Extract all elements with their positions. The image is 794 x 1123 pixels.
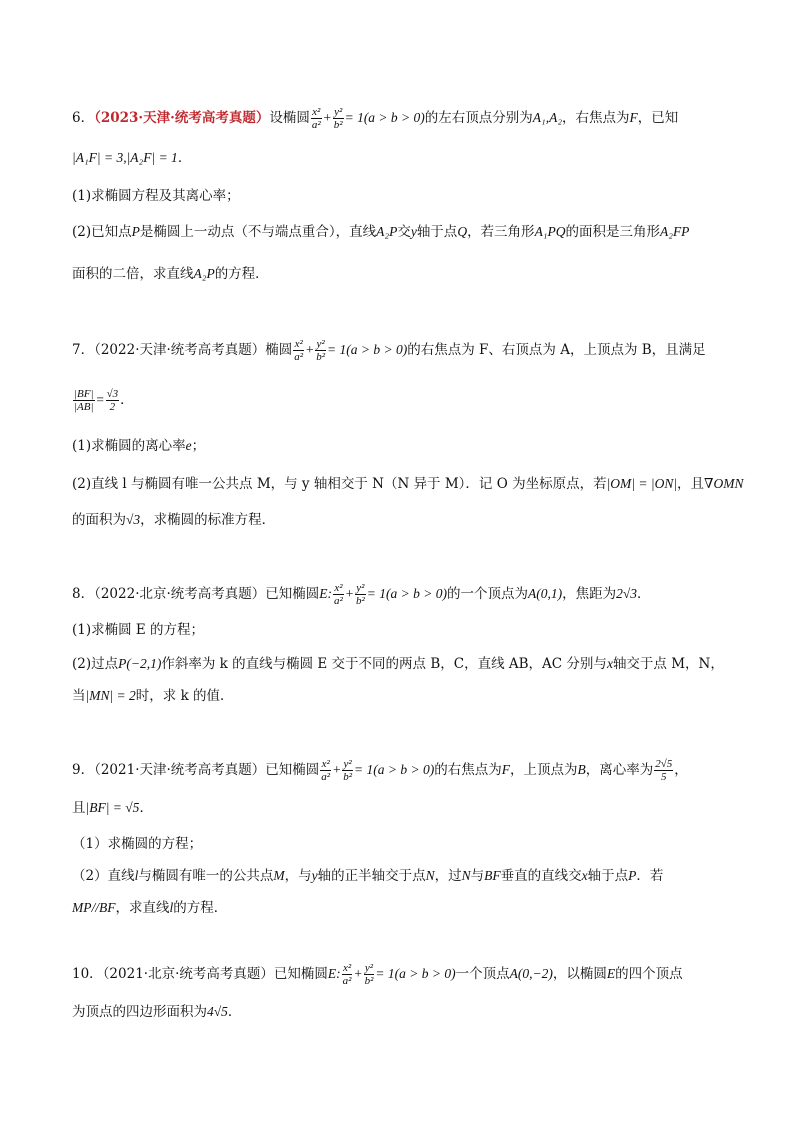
fraction-eccentricity: $\frac{2√5}{5}$ [655, 758, 673, 783]
fraction-x2-a2: $\frac{\text{x²}}{\text{a²}}$ [294, 338, 304, 363]
stem-text: 设椭圆 [269, 110, 310, 126]
fraction-y2-b2: $\frac{\text{y²}}{\text{b²}}$ [316, 338, 326, 363]
problem-6-stem: 6．（2023·天津·统考高考真题）设椭圆 $\frac{\text{x²}}{\text{a²}}$ + $\frac{\text{y²}}{\text{b²}}$ = 1(a > b > 0)的左右顶点分别为A₁,A₂，右焦点为F，已知 [72, 106, 679, 131]
problem-9-part2-cont: MP//BF，求直线l的方程． [72, 900, 228, 916]
problem-10-stem: 10．（2021·北京·统考高考真题）已知椭圆E: $\frac{\text{x²}}{\text{a²}}$ + $\frac{\text{y²}}{\text{b²}}$ = 1(a > b > 0)一个顶点A(0,−2)，以椭圆E的四个顶点 [72, 962, 683, 987]
problem-8-part2: (2)过点P(−2,1)作斜率为 k 的直线与椭圆 E 交于不同的两点 B，C，直线 AB，AC 分别与x轴交于点 M，N， [72, 656, 724, 672]
problem-source: （2022·天津·统考高考真题） [94, 342, 266, 358]
problem-7-stem: 7．（2022·天津·统考高考真题）椭圆 $\frac{\text{x²}}{\text{a²}}$ + $\frac{\text{y²}}{\text{b²}}$ = 1(a > b > 0)的右焦点为 F、右顶点为 A，上顶点为 B，且满足 [72, 338, 706, 363]
equation-condition: = 1(a > b > 0) [344, 110, 425, 125]
problem-number: 7． [72, 342, 95, 358]
vertices: A₁,A₂ [532, 110, 563, 125]
fraction-x2-a2: $\frac{\text{x²}}{\text{a²}}$ [321, 758, 331, 783]
problem-10-cont: 为顶点的四边形面积为4√5． [72, 1004, 242, 1020]
fraction-x2-a2: $\frac{\text{x²}}{\text{a²}}$ [334, 582, 343, 607]
problem-8-part2-cont: 当|MN| = 2时，求 k 的值． [72, 688, 234, 704]
problem-7-part2-cont: 的面积为√3，求椭圆的标准方程． [72, 512, 276, 528]
problem-6-part2-cont: 面积的二倍，求直线A₂P的方程． [72, 266, 269, 282]
problem-number: 6． [72, 110, 95, 126]
problem-7-ratio: $\frac{|BF|}{|AB|}$ = $\frac{√3}{2}$ ． [74, 388, 134, 413]
problem-6-part1: (1)求椭圆方程及其离心率； [72, 188, 240, 204]
problem-7-part2: (2)直线 l 与椭圆有唯一公共点 M，与 y 轴相交于 N（N 异于 M）．记 O 为坐标原点，若|OM| = |ON|，且∇OMN [72, 476, 744, 492]
problem-number: 8． [72, 586, 95, 602]
problem-8-stem: 8．（2022·北京·统考高考真题）已知椭圆E: $\frac{\text{x²}}{\text{a²}}$ + $\frac{\text{y²}}{\text{b²}}$ = 1(a > b > 0)的一个顶点为A(0,1)，焦距为2√3． [72, 582, 651, 607]
problem-9-part1: （1）求椭圆的方程； [72, 836, 203, 852]
problem-7-part1: (1)求椭圆的离心率e； [72, 438, 206, 454]
problem-9-stem: 9．（2021·天津·统考高考真题）已知椭圆 $\frac{\text{x²}}{\text{a²}}$ + $\frac{\text{y²}}{\text{b²}}$ = 1(a > b > 0)的右焦点为F，上顶点为B，离心率为 $\frac{2√5}{5}$ ， [72, 758, 688, 783]
fraction-sqrt3-2: $\frac{√3}{2}$ [106, 388, 119, 413]
problem-9-given: 且|BF| = √5． [72, 800, 153, 816]
problem-6-part2: (2)已知点P是椭圆上一动点（不与端点重合），直线A₂P交y轴于点Q，若三角形A₁PQ的面积是三角形A₂FP [72, 224, 690, 240]
fraction-x2-a2: $\frac{\text{x²}}{\text{a²}}$ [311, 106, 321, 131]
problem-number: 10． [72, 966, 103, 982]
problem-number: 9． [72, 762, 95, 778]
fraction-y2-b2: $\frac{\text{y²}}{\text{b²}}$ [355, 582, 365, 607]
problem-source: （2021·天津·统考高考真题） [94, 762, 266, 778]
problem-6-given: |A₁F| = 3,|A₂F| = 1． [72, 150, 192, 166]
problem-source: （2023·天津·统考高考真题） [94, 110, 270, 126]
problem-source: （2021·北京·统考高考真题） [102, 966, 274, 982]
fraction-x2-a2: $\frac{\text{x²}}{\text{a²}}$ [342, 962, 352, 987]
problem-8-part1: (1)求椭圆 E 的方程； [72, 622, 205, 638]
problem-9-part2: （2）直线l与椭圆有唯一的公共点M，与y轴的正半轴交于点N，过N与BF垂直的直线交x轴于点P．若 [72, 868, 664, 884]
fraction-y2-b2: $\frac{\text{y²}}{\text{b²}}$ [333, 106, 343, 131]
problem-source: （2022·北京·统考高考真题） [94, 586, 266, 602]
fraction-y2-b2: $\frac{\text{y²}}{\text{b²}}$ [343, 758, 353, 783]
fraction-y2-b2: $\frac{\text{y²}}{\text{b²}}$ [364, 962, 374, 987]
fraction-bf-ab: $\frac{|BF|}{|AB|}$ [74, 388, 94, 413]
